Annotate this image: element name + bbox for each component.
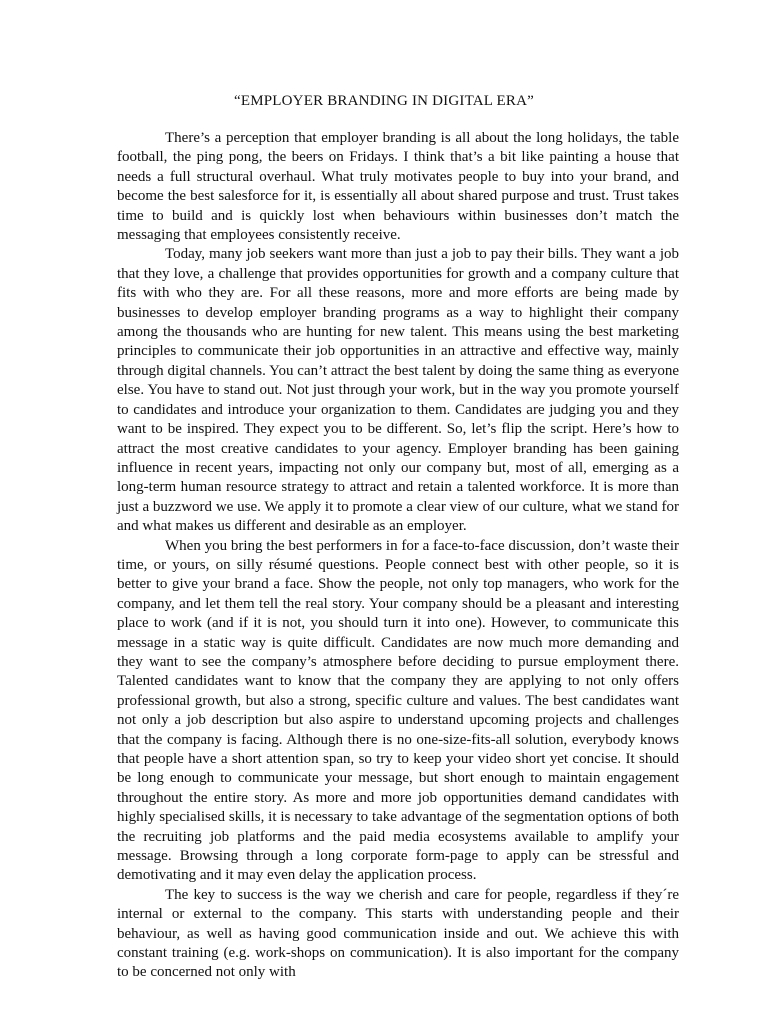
paragraph: When you bring the best performers in for a face-to-face discussion, don’t waste their time, or yours, on silly résumé questions. People connect best with other people, so it is better to give your brand a face. Show the people, not only top managers, who work for the company, and let them tell the real story. Your company should be a pleasant and interesting place to work (and if it is not, you should turn it into one). However, to communicate this message in a static way is quite difficult. Candidates are now much more demanding and they want to see the company’s atmosphere before deciding to pursue employment there. Talented candidates want to know that the company they are applying to not only offers professional growth, but also a strong, specific culture and values. The best candidates want not only a job description but also aspire to understand upcoming projects and challenges that the company is facing. Although there is no one-size-fits-all solution, everybody knows that people have a short attention span, so try to keep your video short yet concise. It should be long enough to communicate your message, but short enough to maintain engagement throughout the entire story. As more and more job opportunities demand candidates with highly specialised skills, it is necessary to take advantage of the segmentation options of both the recruiting job platforms and the paid media ecosystems available to amplify your message. Browsing through a long corporate form-page to apply can be stressful and demotivating and it may even delay the application process. [117,537,679,884]
document-body [117,129,679,983]
paragraph: The key to success is the way we cherish and care for people, regardless if they´re internal or external to the company. This starts with understanding people and their behaviour, as well as having good communication inside and out. We achieve this with constant training (e.g. work-shops on communication). It is also important for the company to be concerned not only with [117,886,679,981]
paragraph: There’s a perception that employer branding is all about the long holidays, the table football, the ping pong, the beers on Fridays. I think that’s a bit like painting a house that needs a full structural overhaul. What truly motivates people to buy into your brand, and become the best salesforce for it, is essentially all about shared purpose and trust. Trust takes time to build and is quickly lost when behaviours within businesses don’t match the messaging that employees consistently receive. [117,130,679,244]
paragraph: Today, many job seekers want more than just a job to pay their bills. They want a job that they love, a challenge that provides opportunities for growth and a company culture that fits with who they are. For all these reasons, more and more efforts are being made by businesses to develop employer branding programs as a way to highlight their company among the thousands who are hunting for new talent. This means using the best marketing principles to communicate their job opportunities in an attractive and effective way, mainly through digital channels. You can’t attract the best talent by doing the same thing as everyone else. You have to stand out. Not just through your work, but in the way you promote yourself to candidates and introduce your organization to them. Candidates are judging you and they want to be inspired. They expect you to be different. So, let’s flip the script. Here’s how to attract the most creative candidates to your agency. Employer branding has been gaining influence in recent years, impacting not only our company but, most of all, emerging as a long-term human resource strategy to attract and retain a talented workforce. It is more than just a buzzword we use. We apply it to promote a clear view of our culture, what we stand for and what makes us different and desirable as an employer. [117,246,679,535]
document-title: “EMPLOYER BRANDING IN DIGITAL ERA” [233,93,534,109]
